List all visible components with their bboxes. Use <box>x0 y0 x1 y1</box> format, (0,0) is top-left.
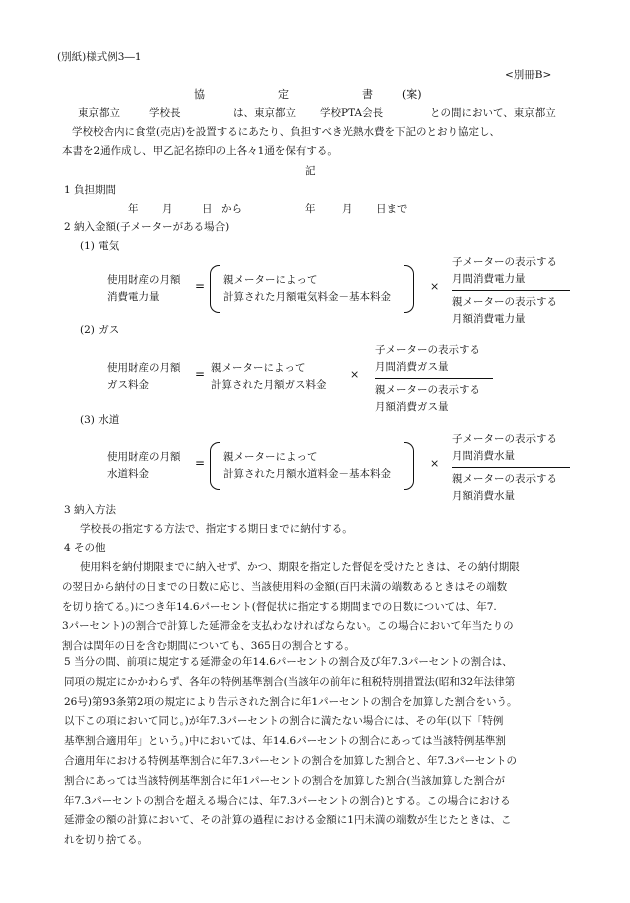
water-fraction-bar <box>452 467 570 468</box>
electric-num-line2: 月間消費電力量 <box>452 273 526 285</box>
title-char-1: 協 <box>194 88 205 101</box>
gas-num-line1: 子メーターの表示する <box>375 344 480 356</box>
intro-d: 学校PTA会長 <box>320 107 384 119</box>
section5-line-3: 26号)第93条第2項の規定により告示された割合に年1パーセントの割合を加算した割合をいう。 <box>64 695 518 708</box>
gas-lhs-line1: 使用財産の月額 <box>107 362 181 374</box>
section5-line-9: 延滞金の額の計算において、その計算の過程における金額に1円未満の端数が生じたときは、こ <box>64 814 512 827</box>
water-bracket-line2: 計算された月額水道料金－基本料金 <box>223 468 391 480</box>
title-char-3: 書 <box>362 88 373 101</box>
period-from: から <box>221 203 242 215</box>
section4-line-3: を切り捨てる。)につき年14.6パーセント(督促状に指定する期間までの日数については、年7. <box>62 600 497 613</box>
gas-num-line2: 月間消費ガス量 <box>375 361 449 373</box>
water-bracket-content <box>223 449 391 483</box>
section4-heading: 4 その他 <box>64 542 106 554</box>
electric-bracket-line2: 計算された月額電気料金－基本料金 <box>223 291 391 303</box>
water-label: (3) 水道 <box>80 414 120 426</box>
intro-a: 東京都立 <box>78 107 120 119</box>
period-d2: 日まで <box>376 203 408 215</box>
gas-times: × <box>350 368 360 381</box>
section5-body <box>64 657 584 855</box>
electric-bracket-content <box>223 272 391 306</box>
gas-mid <box>211 360 327 394</box>
section5-line-5: 基準割合適用年」という。)中においては、年14.6パーセントの割合にあっては当該特例基準割 <box>64 735 506 748</box>
electric-den-line2: 月額消費電力量 <box>452 313 526 325</box>
section5-line-1: 5 当分の間、前項に規定する延滞金の年14.6パーセントの割合及び年7.3パーセントの割合は、 <box>64 656 513 668</box>
intro-line-2: 学校校舎内に食堂(売店)を設置するにあたり、負担すべき光熱水費を下記のとおり協定し、 <box>72 126 500 138</box>
gas-equals: = <box>195 367 206 381</box>
electric-bracket-line1: 親メーターによって <box>223 274 318 286</box>
section4-line-1: 使用料を納付期限までに納入せず、かつ、期限を指定した督促を受けたときは、その納付期限 <box>80 561 520 573</box>
gas-lhs <box>107 360 181 394</box>
title-char-2: 定 <box>278 88 289 101</box>
water-den-line1: 親メーターの表示する <box>452 473 557 485</box>
water-bracket-left <box>210 442 220 490</box>
gas-mid-line1: 親メーターによって <box>211 362 306 374</box>
section1-heading: 1 負担期間 <box>64 184 117 196</box>
electric-den-line1: 親メーターの表示する <box>452 296 557 308</box>
gas-den-line2: 月額消費ガス量 <box>375 401 449 413</box>
intro-c: は、東京都立 <box>233 107 296 119</box>
section3-heading: 3 納入方法 <box>64 504 117 516</box>
title-draft: (案) <box>402 88 422 101</box>
water-num-line1: 子メーターの表示する <box>452 433 557 445</box>
electric-lhs <box>107 272 181 306</box>
water-num-line2: 月間消費水量 <box>452 450 515 462</box>
section5-line-8: 年7.3パーセントの割合を超える場合には、年7.3パーセントの割合)とする。この場合における <box>64 794 511 807</box>
electric-lhs-line2: 消費電力量 <box>107 291 160 303</box>
period-y1: 年 <box>128 203 139 215</box>
water-bracket-line1: 親メーターによって <box>223 451 318 463</box>
electric-equals: = <box>195 279 206 293</box>
electric-fraction-bar <box>452 290 570 291</box>
section5-line-7: 割合にあっては当該特例基準割合に年1パーセントの割合を加算した割合(当該加算した割合が <box>64 774 505 787</box>
section4-line-5: 割合は閏年の日を含む期間についても、365日の割合とする。 <box>62 640 355 653</box>
water-lhs-line1: 使用財産の月額 <box>107 451 181 463</box>
gas-fraction <box>375 342 493 416</box>
water-den-line2: 月額消費水量 <box>452 490 515 502</box>
section3-text: 学校長の指定する方法で、指定する期日までに納付する。 <box>80 523 353 535</box>
electric-lhs-line1: 使用財産の月額 <box>107 274 181 286</box>
section4-line-4: 3パーセント)の割合で計算した延滞金を支払わなければならない。この場合において年当たりの <box>62 620 514 633</box>
period-d1: 日 <box>202 203 213 215</box>
section5-line-10: れを切り捨てる。 <box>64 834 148 847</box>
section4-line-2: の翌日から納付の日までの日数に応じ、当該使用料の金額(百円未満の端数あるときはその端数 <box>62 580 508 593</box>
water-lhs-line2: 水道料金 <box>107 468 149 480</box>
period-y2: 年 <box>305 203 316 215</box>
electric-times: × <box>430 280 440 293</box>
form-label: (別紙)様式例3―1 <box>57 51 142 63</box>
electric-label: (1) 電気 <box>80 240 120 252</box>
intro-line-3: 本書を2通作成し、甲乙記名捺印の上各々1通を保有する。 <box>62 145 338 157</box>
gas-fraction-bar <box>375 378 493 379</box>
section5-line-6: 合適用年における特例基準割合に年7.3パーセントの割合を加算した割合と、年7.3パーセントの <box>64 754 517 767</box>
electric-bracket-right <box>404 265 414 313</box>
gas-lhs-line2: ガス料金 <box>107 379 149 391</box>
section5-line-4: 以下この項において同じ。)が年7.3パーセントの割合に満たない場合には、その年(以下「特例 <box>64 715 504 728</box>
electric-fraction <box>452 254 570 328</box>
water-equals: = <box>195 456 206 470</box>
water-times: × <box>430 457 440 470</box>
section2-heading: 2 納入金額(子メーターがある場合) <box>64 221 230 233</box>
intro-b: 学校長 <box>149 107 181 119</box>
section5-line-2: 同項の規定にかかわらず、各年の特例基準割合(当該年の前年に租税特別措置法(昭和32年法律第 <box>64 675 516 688</box>
water-lhs <box>107 449 181 483</box>
period-m1: 月 <box>162 203 173 215</box>
electric-bracket-left <box>210 265 220 313</box>
period-m2: 月 <box>342 203 353 215</box>
intro-e: との間において、東京都立 <box>430 107 556 119</box>
gas-den-line1: 親メーターの表示する <box>375 384 480 396</box>
water-bracket-right <box>404 442 414 490</box>
section4-body <box>62 562 582 661</box>
water-fraction <box>452 431 570 505</box>
electric-num-line1: 子メーターの表示する <box>452 256 557 268</box>
appendix-label: <別冊B> <box>505 69 552 81</box>
gas-mid-line2: 計算された月額ガス料金 <box>211 379 327 391</box>
gas-label: (2) ガス <box>80 324 120 336</box>
ki-mark: 記 <box>305 165 316 177</box>
